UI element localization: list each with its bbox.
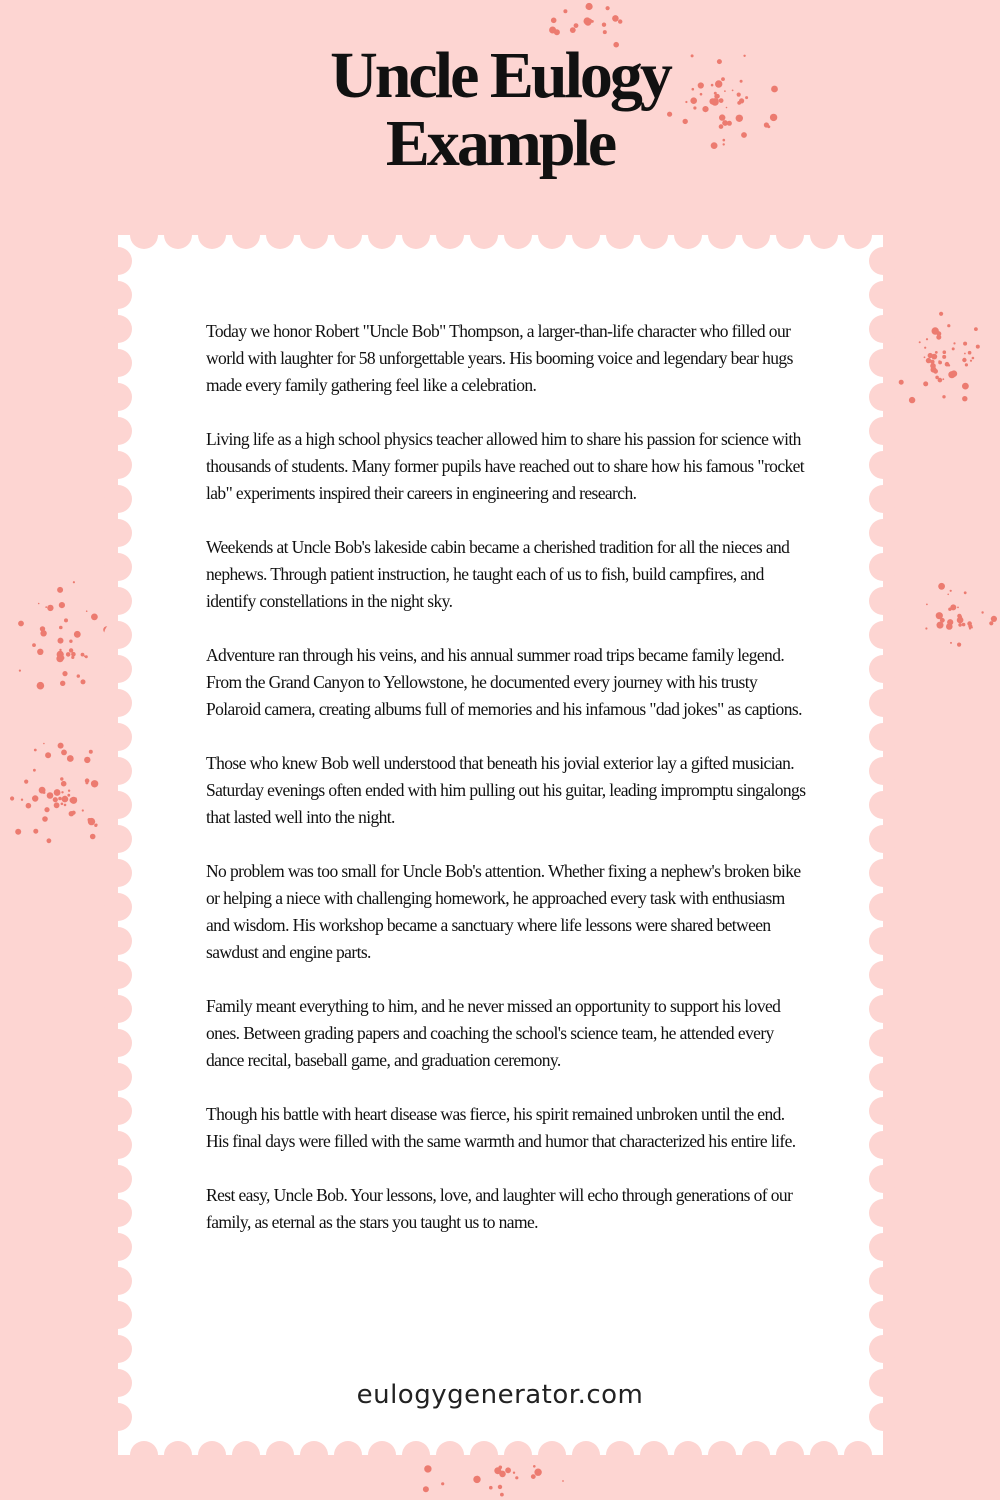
speckle-dot bbox=[33, 829, 38, 834]
speckle-dot bbox=[935, 351, 938, 354]
speckle-dot bbox=[563, 9, 567, 13]
speckle-dot bbox=[551, 18, 557, 24]
speckle-dot bbox=[937, 331, 942, 336]
speckle-dot bbox=[90, 834, 96, 840]
speckle-dot bbox=[10, 796, 14, 800]
speckle-dot bbox=[958, 618, 962, 622]
speckle-dot bbox=[62, 796, 69, 803]
stamp-edge-scallop bbox=[104, 1131, 132, 1159]
stamp-edge-scallop bbox=[504, 221, 532, 249]
stamp-edge-scallop bbox=[266, 221, 294, 249]
stamp-edge-scallop bbox=[869, 247, 897, 275]
speckle-dot bbox=[55, 799, 57, 801]
stamp-edge-scallop bbox=[164, 221, 192, 249]
speckle-dot bbox=[515, 1476, 518, 1479]
speckle-dot bbox=[947, 324, 950, 327]
speckle-dot bbox=[54, 789, 61, 796]
eulogy-paragraph: Rest easy, Uncle Bob. Your lessons, love, and laughter will echo through generations of our family, as eternal as the stars you taught us to name. bbox=[206, 1185, 793, 1232]
speckle-dot bbox=[59, 626, 63, 630]
stamp-edge-scallop bbox=[104, 519, 132, 547]
speckle-dot bbox=[952, 347, 955, 350]
title-line-2: Example bbox=[385, 107, 615, 180]
stamp-edge-scallop bbox=[869, 281, 897, 309]
speckle-dot bbox=[574, 23, 579, 28]
eulogy-paragraph: Family meant everything to him, and he never missed an opportunity to support his loved ones. Between grading papers and coaching the school's science team, he attended every dance recital, baseball game, and graduation ceremony. bbox=[206, 996, 781, 1070]
stamp-edge-scallop bbox=[869, 485, 897, 513]
stamp-edge-scallop bbox=[674, 221, 702, 249]
stamp-edge-scallop bbox=[776, 221, 804, 249]
speckle-dot bbox=[531, 1474, 536, 1479]
speckle-dot bbox=[91, 614, 98, 621]
speckle-dot bbox=[924, 356, 926, 358]
speckle-dot bbox=[938, 361, 942, 365]
stamp-edge-scallop bbox=[470, 1441, 498, 1469]
speckle-dot bbox=[45, 752, 51, 758]
speckle-dot bbox=[66, 652, 71, 657]
speckle-dot bbox=[84, 655, 86, 657]
stamp-edge-scallop bbox=[300, 221, 328, 249]
speckle-dot bbox=[962, 383, 969, 390]
speckle-dot bbox=[968, 351, 972, 355]
speckle-dot bbox=[533, 1465, 536, 1468]
stamp-edge-scallop bbox=[572, 221, 600, 249]
stamp-edge-scallop bbox=[810, 1441, 838, 1469]
eulogy-paragraph: Though his battle with heart disease was fierce, his spirit remained unbroken until the end. His final days were filled with the same warmth and humor that characterized his entire life. bbox=[206, 1104, 796, 1151]
stamp-edge-scallop bbox=[104, 1199, 132, 1227]
stamp-edge-scallop bbox=[436, 1441, 464, 1469]
speckle-dot bbox=[47, 838, 52, 843]
speckle-dot bbox=[64, 618, 68, 622]
speckle-dot bbox=[939, 312, 943, 316]
speckle-dot bbox=[19, 670, 21, 672]
speckle-dot bbox=[67, 794, 70, 797]
stamp-edge-scallop bbox=[869, 621, 897, 649]
speckle-dot bbox=[86, 610, 88, 612]
speckle-dot bbox=[61, 750, 67, 756]
stamp-edge-scallop bbox=[869, 1267, 897, 1295]
stamp-edge-scallop bbox=[104, 859, 132, 887]
stamp-edge-scallop bbox=[869, 1199, 897, 1227]
stamp-edge-scallop bbox=[402, 1441, 430, 1469]
stamp-edge-scallop bbox=[869, 689, 897, 717]
speckle-dot bbox=[37, 649, 43, 655]
stamp-edge-scallop bbox=[368, 221, 396, 249]
stamp-edge-scallop bbox=[869, 1097, 897, 1125]
stamp-edge-scallop bbox=[104, 1029, 132, 1057]
stamp-edge-scallop bbox=[844, 1441, 872, 1469]
stamp-edge-scallop bbox=[104, 757, 132, 785]
stamp-edge-scallop bbox=[104, 655, 132, 683]
stamp-edge-scallop bbox=[869, 417, 897, 445]
speckle-dot bbox=[34, 749, 37, 752]
stamp-edge-scallop bbox=[104, 1063, 132, 1091]
speckle-dot bbox=[70, 797, 77, 804]
stamp-edge-scallop bbox=[104, 349, 132, 377]
speckle-dot bbox=[570, 27, 576, 33]
stamp-edge-scallop bbox=[869, 1063, 897, 1091]
speckle-dot bbox=[26, 803, 32, 809]
eulogy-paragraph: Living life as a high school physics teacher allowed him to share his passion for science with thousands of students. Many former pupils have reached out to share how his famous "rocket lab" experiments inspired their careers in engineering and research. bbox=[206, 429, 805, 503]
stamp-edge-scallop bbox=[402, 221, 430, 249]
speckle-dot bbox=[967, 621, 972, 626]
speckle-dot bbox=[933, 369, 938, 374]
stamp-edge-scallop bbox=[334, 221, 362, 249]
stamp-edge-scallop bbox=[869, 927, 897, 955]
speckle-dot bbox=[947, 619, 953, 625]
speckle-dot bbox=[81, 653, 85, 657]
speckle-dot bbox=[938, 583, 945, 590]
speckle-dot bbox=[24, 780, 28, 784]
stamp-edge-scallop bbox=[538, 1441, 566, 1469]
speckle-dot bbox=[586, 3, 593, 10]
speckle-dot bbox=[899, 380, 904, 385]
speckle-dot bbox=[950, 642, 952, 644]
stamp-edge-scallop bbox=[104, 1301, 132, 1329]
speckle-dot bbox=[60, 681, 65, 686]
stamp-edge-scallop bbox=[104, 1233, 132, 1261]
stamp-edge-scallop bbox=[776, 1441, 804, 1469]
stamp-edge-scallop bbox=[869, 349, 897, 377]
speckle-dot bbox=[971, 627, 973, 629]
stamp-edge-scallop bbox=[869, 451, 897, 479]
stamp-edge-scallop bbox=[869, 1233, 897, 1261]
speckle-dot bbox=[73, 581, 75, 583]
speckle-dot bbox=[57, 587, 63, 593]
speckle-dot bbox=[60, 777, 63, 780]
speckle-dot bbox=[950, 604, 956, 610]
stamp-edge-scallop bbox=[538, 221, 566, 249]
speckle-dot bbox=[32, 795, 38, 801]
stamp-edge-scallop bbox=[104, 723, 132, 751]
speckle-dot bbox=[602, 23, 606, 27]
speckle-dot bbox=[84, 757, 90, 763]
stamp-edge-scallop bbox=[708, 1441, 736, 1469]
speckle-dot bbox=[603, 30, 607, 34]
stamp-edge-scallop bbox=[572, 1441, 600, 1469]
speckle-dot bbox=[498, 1485, 502, 1489]
stamp-edge-scallop bbox=[300, 1441, 328, 1469]
stamp-edge-scallop bbox=[130, 1441, 158, 1469]
stamp-edge-scallop bbox=[742, 1441, 770, 1469]
speckle-dot bbox=[69, 640, 72, 643]
speckle-dot bbox=[962, 358, 966, 362]
stamp-edge-scallop bbox=[869, 1301, 897, 1329]
stamp-edge-scallop bbox=[104, 281, 132, 309]
speckle-dot bbox=[494, 1467, 501, 1474]
speckle-dot bbox=[976, 345, 980, 349]
stamp-edge-scallop bbox=[104, 1165, 132, 1193]
stamp-edge-scallop bbox=[104, 1267, 132, 1295]
stamp-edge-scallop bbox=[104, 825, 132, 853]
speckle-dot bbox=[88, 818, 95, 825]
speckle-dot bbox=[82, 809, 84, 811]
speckle-dot bbox=[964, 591, 967, 594]
eulogy-paragraph: No problem was too small for Uncle Bob's attention. Whether fixing a nephew's broken bike or helping a niece with challenging homework, he approached every task with enthusiasm and wisdom. His workshop became a sanctuary where life lessons were shared between sawdust and engine parts. bbox=[206, 861, 801, 962]
speckle-dot bbox=[40, 630, 46, 636]
speckle-dot bbox=[67, 755, 74, 762]
stamp-edge-scallop bbox=[869, 383, 897, 411]
stamp-edge-scallop bbox=[869, 995, 897, 1023]
stamp-edge-scallop bbox=[606, 221, 634, 249]
stamp-edge-scallop bbox=[104, 553, 132, 581]
speckle-dot bbox=[85, 778, 90, 783]
speckle-dot bbox=[58, 797, 62, 801]
speckle-dot bbox=[43, 743, 45, 745]
speckle-dot bbox=[58, 638, 61, 641]
speckle-dot bbox=[58, 743, 64, 749]
speckle-dot bbox=[942, 395, 945, 398]
site-url: eulogygenerator.com bbox=[356, 1380, 644, 1410]
speckle-dot bbox=[991, 616, 997, 622]
speckle-dot bbox=[964, 353, 966, 355]
speckle-dot bbox=[69, 648, 73, 652]
speckle-dot bbox=[953, 342, 955, 344]
stamp-edge-scallop bbox=[869, 587, 897, 615]
speckle-dot bbox=[56, 655, 63, 662]
page-title bbox=[0, 39, 1000, 180]
eulogy-paragraph: Those who knew Bob well understood that beneath his jovial exterior lay a gifted musician. Saturday evenings often ended with him pulling out his guitar, leading impromptu singalongs that lasted well into the night. bbox=[206, 753, 806, 827]
stamp-edge-scallop bbox=[742, 221, 770, 249]
speckle-dot bbox=[64, 804, 67, 807]
stamp-edge-scallop bbox=[164, 1441, 192, 1469]
speckle-dot bbox=[61, 791, 63, 793]
stamp-edge-scallop bbox=[844, 221, 872, 249]
stamp-edge-scallop bbox=[869, 791, 897, 819]
stamp-edge-scallop bbox=[869, 961, 897, 989]
stamp-edge-scallop bbox=[708, 221, 736, 249]
stamp-edge-scallop bbox=[334, 1441, 362, 1469]
speckle-dot bbox=[77, 674, 80, 677]
stamp-edge-scallop bbox=[266, 1441, 294, 1469]
speckle-dot bbox=[963, 342, 967, 346]
speckle-dot bbox=[59, 602, 65, 608]
stamp-edge-scallop bbox=[104, 893, 132, 921]
speckle-dot bbox=[943, 350, 947, 354]
speckle-dot bbox=[930, 360, 934, 364]
speckle-dot bbox=[554, 29, 560, 35]
stamp-edge-scallop bbox=[869, 859, 897, 887]
speckle-dot bbox=[584, 17, 591, 24]
speckle-dot bbox=[926, 604, 928, 606]
stamp-edge-scallop bbox=[869, 553, 897, 581]
speckle-dot bbox=[924, 347, 926, 349]
speckle-dot bbox=[68, 790, 70, 792]
stamp-edge-scallop bbox=[104, 485, 132, 513]
speckle-dot bbox=[618, 19, 622, 23]
speckle-dot bbox=[989, 621, 993, 625]
speckle-dot bbox=[54, 802, 60, 808]
speckle-dot bbox=[47, 792, 54, 799]
stamp-edge-scallop bbox=[869, 315, 897, 343]
speckle-dot bbox=[42, 816, 48, 822]
stamp-edge-scallop bbox=[640, 1441, 668, 1469]
stamp-edge-scallop bbox=[869, 1335, 897, 1363]
speckle-dot bbox=[71, 652, 76, 657]
stamp-edge-scallop bbox=[504, 1441, 532, 1469]
speckle-dot bbox=[94, 824, 97, 827]
eulogy-paragraph: Today we honor Robert "Uncle Bob" Thompson, a larger-than-life character who filled our world with laughter for 58 unforgettable years. His booming voice and legendary bear hugs made every family gathering feel like a celebration. bbox=[206, 321, 793, 395]
stamp-edge-scallop bbox=[104, 621, 132, 649]
speckle-dot bbox=[935, 376, 939, 380]
stamp-edge-scallop bbox=[640, 221, 668, 249]
speckle-dot bbox=[948, 371, 955, 378]
speckle-dot bbox=[33, 769, 36, 772]
stamp-edge-scallop bbox=[104, 927, 132, 955]
speckle-dot bbox=[47, 605, 53, 611]
stamp-edge-scallop bbox=[232, 1441, 260, 1469]
eulogy-paragraph: Adventure ran through his veins, and his annual summer road trips became family legend. From the Grand Canyon to Yellowstone, he documented every journey with his trusty Polaroid camera, creating albums full of memories and his infamous "dad jokes" as captions. bbox=[206, 645, 802, 719]
stamp-edge-scallop bbox=[869, 1131, 897, 1159]
speckle-dot bbox=[424, 1465, 431, 1472]
speckle-dot bbox=[69, 811, 74, 816]
speckle-dot bbox=[925, 627, 927, 629]
speckle-dot bbox=[958, 623, 962, 627]
stamp-edge-scallop bbox=[104, 689, 132, 717]
speckle-dot bbox=[947, 594, 949, 596]
speckle-dot bbox=[962, 623, 966, 627]
speckle-dot bbox=[441, 1482, 444, 1485]
stamp-edge-scallop bbox=[104, 961, 132, 989]
stamp-edge-scallop bbox=[104, 383, 132, 411]
stamp-edge-scallop bbox=[869, 825, 897, 853]
speckle-dot bbox=[38, 603, 40, 605]
speckle-dot bbox=[962, 396, 967, 401]
speckle-dot bbox=[37, 682, 45, 690]
speckle-dot bbox=[89, 750, 93, 754]
speckle-dot bbox=[513, 1472, 515, 1474]
speckle-dot bbox=[534, 1469, 541, 1476]
speckle-dot bbox=[562, 1480, 564, 1482]
speckle-dot bbox=[969, 627, 971, 629]
stamp-edge-scallop bbox=[869, 1029, 897, 1057]
speckle-dot bbox=[612, 15, 619, 22]
speckle-dot bbox=[489, 1486, 493, 1490]
speckle-dot bbox=[500, 1493, 504, 1497]
speckle-dot bbox=[926, 338, 928, 340]
speckle-dot bbox=[91, 780, 98, 787]
speckle-dot bbox=[44, 807, 49, 812]
title-line-1: Uncle Eulogy bbox=[330, 39, 670, 112]
stamp-edge-scallop bbox=[470, 221, 498, 249]
speckle-dot bbox=[81, 679, 86, 684]
speckle-dot bbox=[606, 6, 610, 10]
speckle-dot bbox=[974, 327, 978, 331]
stamp-edge-scallop bbox=[869, 757, 897, 785]
speckle-dot bbox=[32, 643, 36, 647]
speckle-dot bbox=[15, 829, 21, 835]
stamp-edge-scallop bbox=[810, 221, 838, 249]
stamp-edge-scallop bbox=[104, 417, 132, 445]
speckle-dot bbox=[965, 363, 968, 366]
speckle-dot bbox=[972, 357, 975, 360]
speckle-dot bbox=[45, 606, 47, 608]
stamp-edge-scallop bbox=[368, 1441, 396, 1469]
speckle-dot bbox=[505, 1467, 511, 1473]
speckle-dot bbox=[477, 1476, 479, 1478]
stamp-edge-scallop bbox=[232, 221, 260, 249]
stamp-edge-scallop bbox=[104, 791, 132, 819]
speckle-dot bbox=[957, 643, 961, 647]
speckle-dot bbox=[71, 656, 74, 659]
speckle-dot bbox=[919, 341, 921, 343]
speckle-dot bbox=[948, 364, 950, 366]
speckle-dot bbox=[423, 1486, 429, 1492]
speckle-dot bbox=[74, 631, 81, 638]
stamp-edge-scallop bbox=[104, 995, 132, 1023]
stamp-edge-scallop bbox=[104, 1097, 132, 1125]
speckle-dot bbox=[981, 611, 983, 613]
eulogy-body bbox=[206, 318, 806, 1263]
stamp-edge-scallop bbox=[198, 1441, 226, 1469]
stamp-edge-scallop bbox=[869, 1165, 897, 1193]
stamp-edge-scallop bbox=[869, 655, 897, 683]
speckle-dot bbox=[21, 799, 23, 801]
speckle-dot bbox=[970, 360, 972, 362]
stamp-edge-scallop bbox=[869, 893, 897, 921]
stamp-edge-scallop bbox=[869, 519, 897, 547]
stamp-edge-scallop bbox=[104, 315, 132, 343]
speckle-dot bbox=[928, 353, 933, 358]
speckle-dot bbox=[18, 621, 24, 627]
speckle-dot bbox=[62, 671, 67, 676]
stamp-edge-scallop bbox=[606, 1441, 634, 1469]
speckle-dot bbox=[909, 397, 915, 403]
speckle-dot bbox=[940, 618, 945, 623]
stamp-edge-scallop bbox=[104, 247, 132, 275]
stamp-edge-scallop bbox=[104, 451, 132, 479]
speckle-dot bbox=[950, 590, 952, 592]
speckle-dot bbox=[61, 781, 67, 787]
stamp-edge-scallop bbox=[436, 221, 464, 249]
speckle-dot bbox=[43, 791, 46, 794]
speckle-dot bbox=[61, 803, 64, 806]
stamp-edge-scallop bbox=[130, 221, 158, 249]
speckle-dot bbox=[942, 355, 946, 359]
eulogy-paragraph: Weekends at Uncle Bob's lakeside cabin became a cherished tradition for all the nieces and nephews. Through patient instruction, he taught each of us to fish, build campfires, and identify constellations in the night sky. bbox=[206, 537, 790, 611]
speckle-dot bbox=[59, 649, 61, 651]
stamp-edge-scallop bbox=[104, 587, 132, 615]
stamp-edge-scallop bbox=[869, 723, 897, 751]
speckle-dot bbox=[923, 381, 928, 386]
speckle-dot bbox=[957, 607, 959, 609]
stamp-edge-scallop bbox=[674, 1441, 702, 1469]
stamp-edge-scallop bbox=[104, 1335, 132, 1363]
speckle-dot bbox=[942, 378, 944, 380]
stamp-edge-scallop bbox=[198, 221, 226, 249]
